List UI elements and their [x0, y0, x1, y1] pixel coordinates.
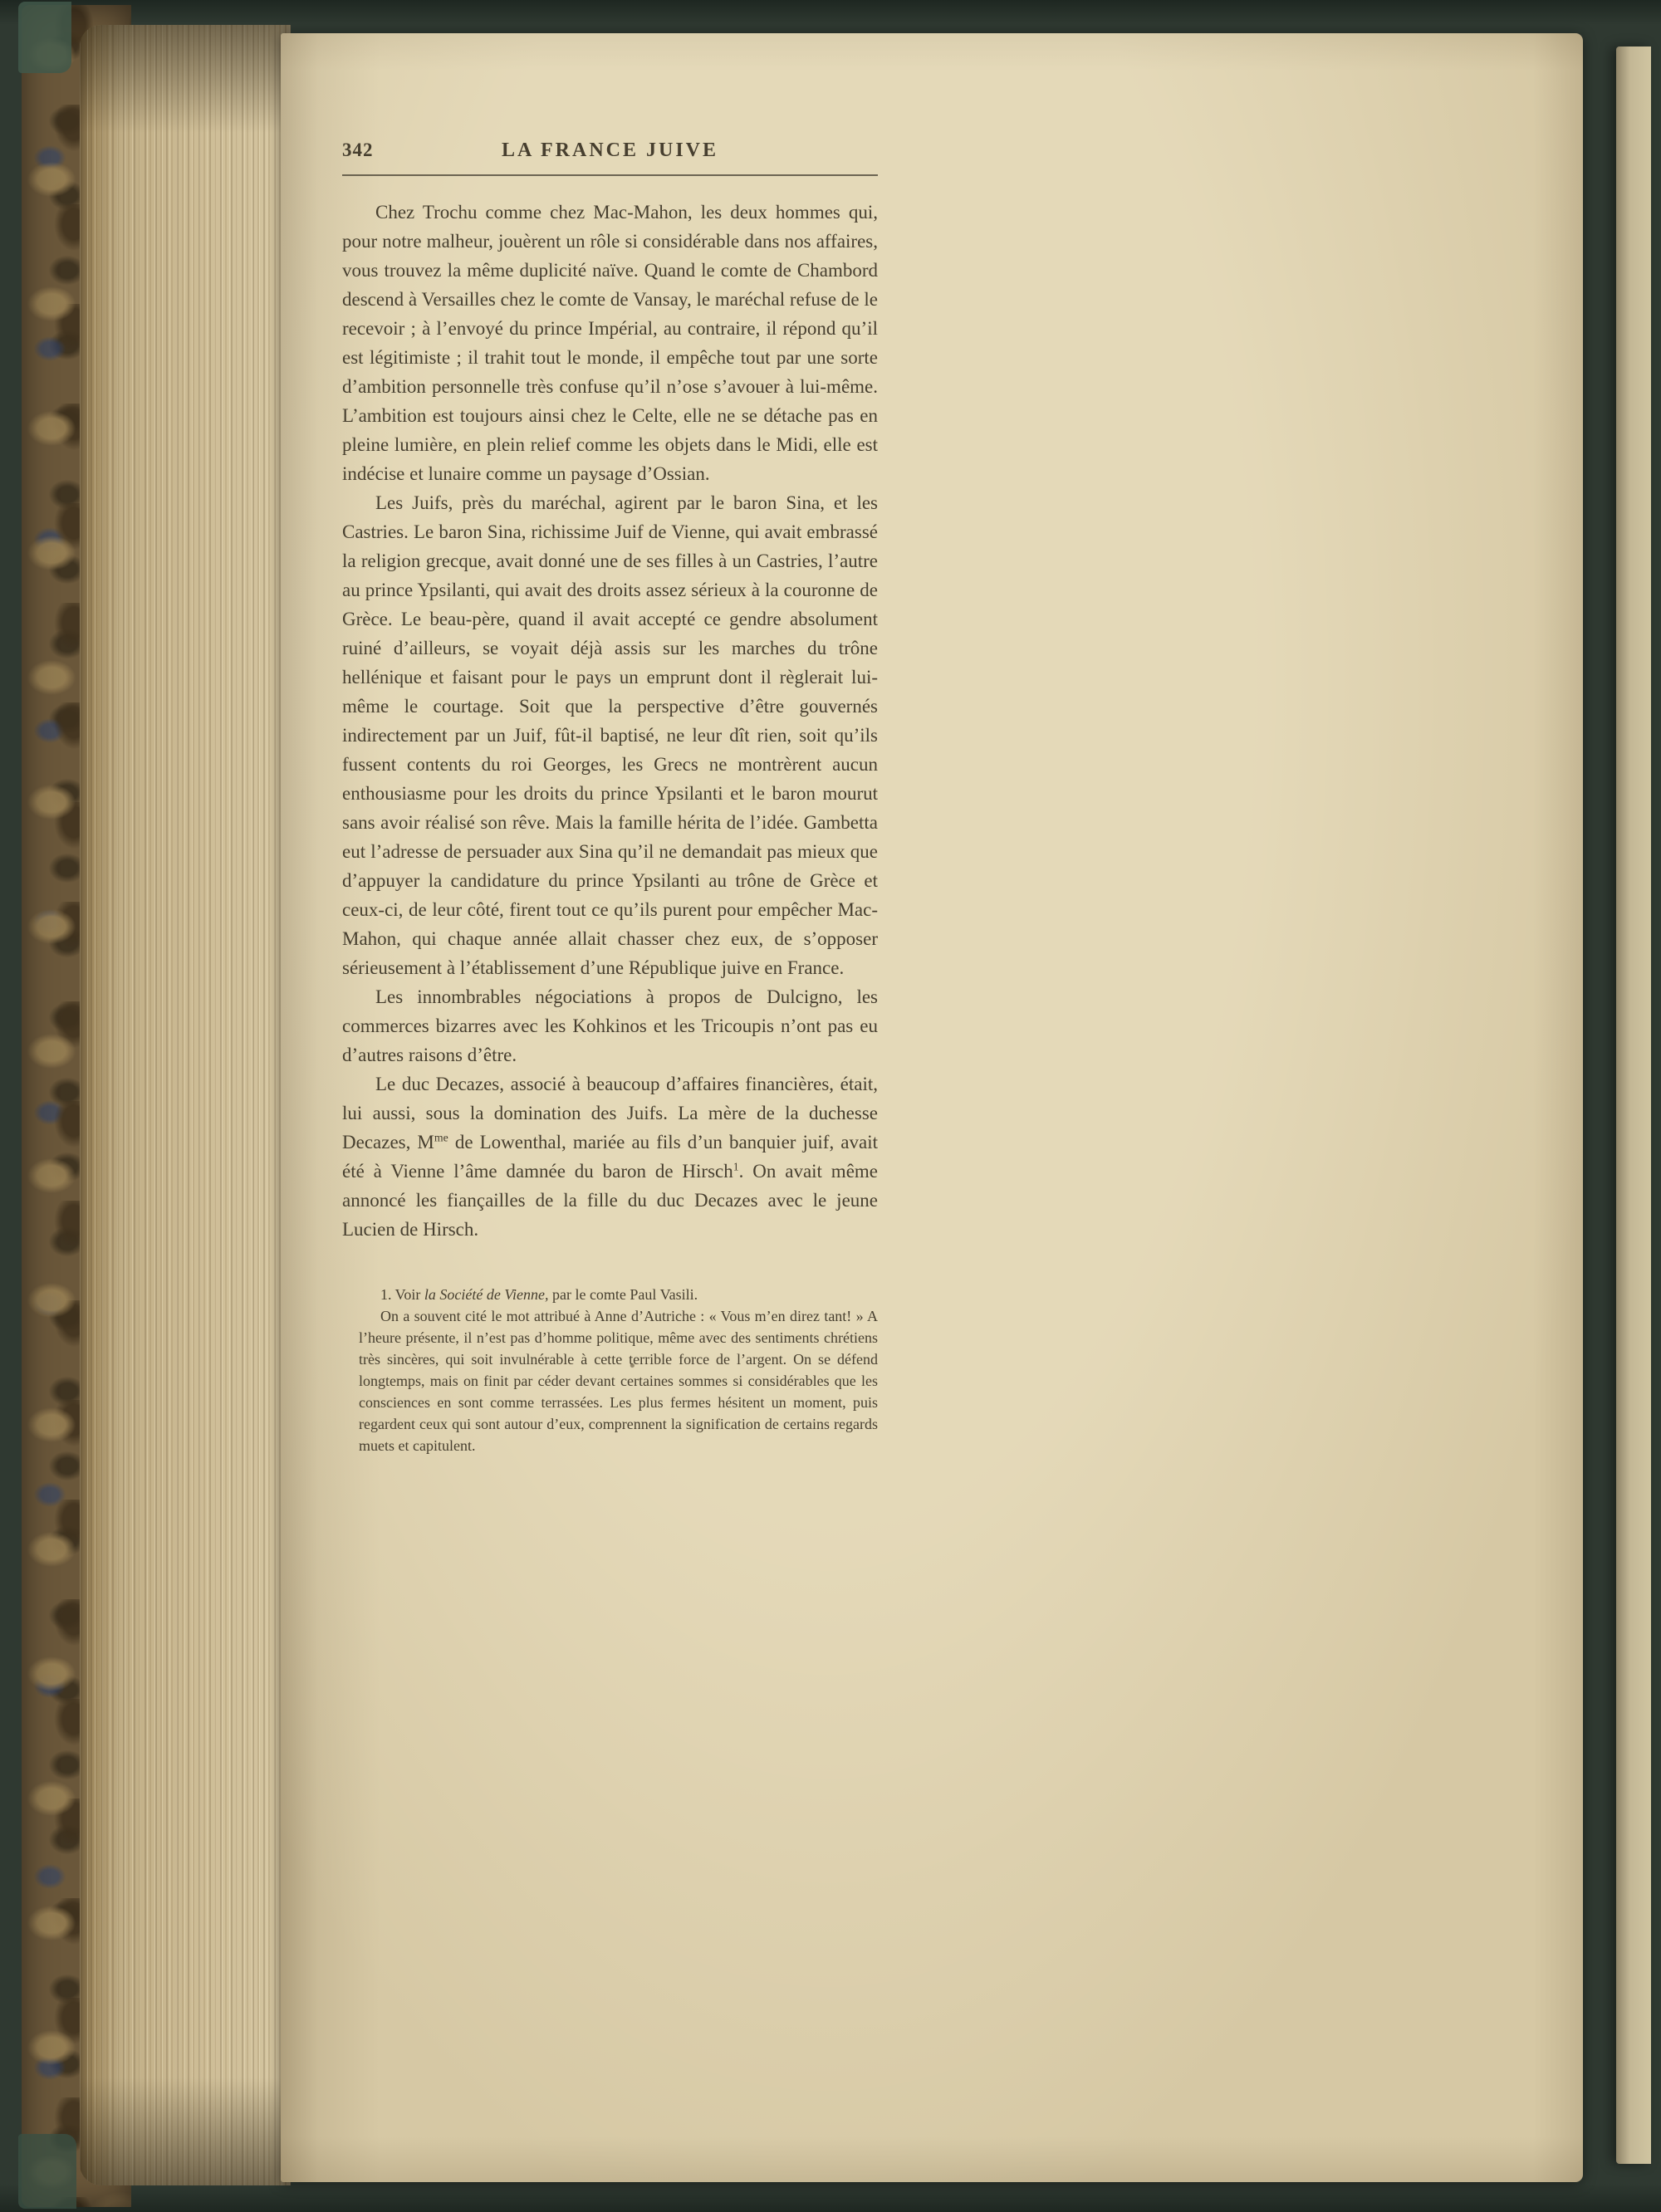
footnote-reference-marker: 1 [733, 1160, 739, 1173]
facing-page-edge [1616, 46, 1651, 2164]
cover-cloth-corner-top [18, 2, 71, 73]
paragraph-4 [342, 1069, 878, 1244]
cover-cloth-corner-bottom [18, 2134, 76, 2209]
paragraph-3: Les innombrables négociations à propos de Dulcigno, les commerces bizarres avec les Kohkinos et les Tricoupis n’ont pas eu d’autres raisons d’être. [342, 986, 878, 1065]
footnote [359, 1284, 878, 1456]
body-text [342, 198, 878, 1244]
page-edges [80, 25, 291, 2185]
footnote-citation [359, 1284, 878, 1305]
running-title: LA FRANCE JUIVE [501, 139, 719, 161]
text-block [342, 139, 878, 1456]
page-header [342, 139, 878, 166]
paragraph-2: Les Juifs, près du maréchal, agirent par le baron Sina, et les Castries. Le baron Sina, richissime Juif de Vienne, qui avait embrassé la religion grecque, avait donné une de ses filles à un Castries, l’autre au prince Ypsilanti, qui avait des droits assez sérieux à la couronne de Grèce. Le beau-père, quand il avait accepté ce gendre absolument ruiné d’ailleurs, se voyait déjà assis sur les marches du trône hellénique et faisant pour le pays un emprunt dont il règlerait lui-même le courtage. Soit que la perspective d’être gouvernés indirectement par un Juif, fût-il baptisé, ne leur dît rien, soit qu’ils fussent contents du roi Georges, les Grecs ne montrèrent aucun enthousiasme pour les droits du prince Ypsilanti et le baron mourut sans avoir réalisé son rêve. Mais la famille hérita de l’idée. Gambetta eut l’adresse de persuader aux Sina qu’il ne demandait pas mieux que d’appuyer la candidature du prince Ypsilanti au trône de Grèce et ceux-ci, de leur côté, firent tout ce qu’ils purent pour empêcher Mac-Mahon, qui chaque année allait chasser chez eux, de s’opposer sérieusement à l’établissement d’une République juive en France. [342, 492, 878, 978]
paragraph-4-text-3: . On avait même annoncé les fiançailles de la fille du duc Decazes avec le jeune Lucien de Hirsch. [342, 1161, 878, 1240]
superscript-me: me [434, 1131, 448, 1144]
paragraph-4-text-2: de Lowenthal, mariée au fils d’un banquier juif, avait été à Vienne l’âme damnée du baron de Hirsch [342, 1132, 878, 1182]
footnote-citation-suffix: par le comte Paul Vasili. [548, 1286, 698, 1303]
header-rule [342, 174, 878, 176]
page-number: 342 [342, 139, 374, 160]
paragraph-4-text-1: Le duc Decazes, associé à beaucoup d’affaires financières, était, lui aussi, sous la domination des Juifs. La mère de la duchesse Decazes, M [342, 1074, 878, 1152]
book-page [281, 33, 1583, 2182]
footnote-citation-title: la Société de Vienne, [424, 1286, 549, 1303]
footnote-citation-prefix: 1. Voir [380, 1286, 424, 1303]
footnote-text: On a souvent cité le mot attribué à Anne d’Autriche : « Vous m’en direz tant! » A l’heure présente, il n’est pas d’homme politique, même avec des sentiments chrétiens très sincères, qui soit invulnérable à cette terrible force de l’argent. On se défend longtemps, mais on finit par céder devant certaines sommes si considérables que les consciences en sont comme terrassées. Les plus fermes hésitent un moment, puis regardent ceux qui sont autour d’eux, comprennent la signification de certains regards muets et capitulent. [359, 1308, 878, 1454]
paragraph-1: Chez Trochu comme chez Mac-Mahon, les deux hommes qui, pour notre malheur, jouèrent un rôle si considérable dans nos affaires, vous trouvez la même duplicité naïve. Quand le comte de Chambord descend à Versailles chez le comte de Vansay, le maréchal refuse de le recevoir ; à l’envoyé du prince Impérial, au contraire, il répond qu’il est légitimiste ; il trahit tout le monde, il empêche tout par une sorte d’ambition personnelle très confuse qu’il n’ose s’avouer à lui-même. L’ambition est toujours ainsi chez le Celte, elle ne se détache pas en pleine lumière, en plein relief comme les objets dans le Midi, elle est indécise et lunaire comme un paysage d’Ossian. [342, 202, 878, 484]
